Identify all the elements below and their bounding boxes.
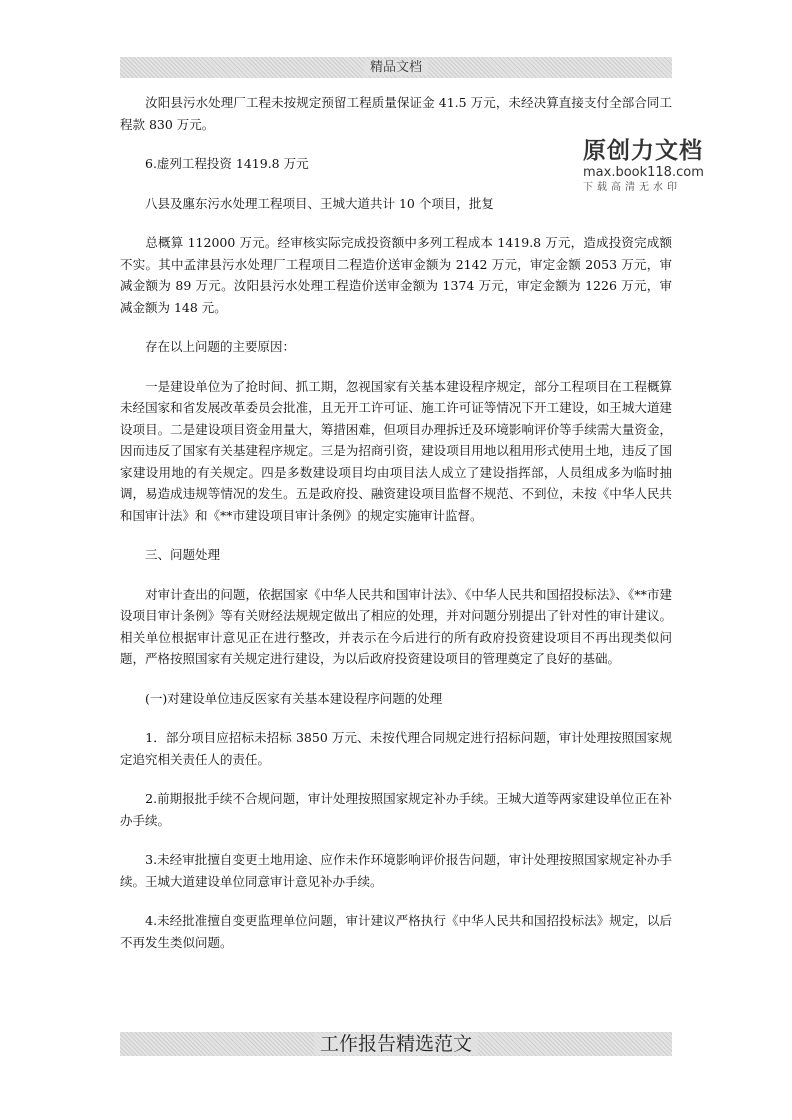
footer-banner [120, 1032, 672, 1056]
paragraph: 总概算 112000 万元。经审核实际完成投资额中多列工程成本 1419.8 万元，造成投资完成额不实。其中孟津县污水处理厂工程项目二程造价送审金额为 2142 万元，审定金额 2053 万元，审减金额为 89 万元。汝阳县污水处理工程造价送审金额为 1374 万元，审定金额为 1226 万元，审减金额为 148 元。 [120, 235, 672, 315]
document-body [120, 92, 672, 953]
paragraph: 汝阳县污水处理厂工程未按规定预留工程质量保证金 41.5 万元，未经决算直接支付全部合同工程款 830 万元。 [120, 95, 672, 132]
paragraph: 对审计查出的问题，依据国家《中华人民共和国审计法》、《中华人民共和国招投标法》、《**市建设项目审计条例》等有关财经法规规定做出了相应的处理，并对问题分别提出了针对性的审计建议。相关单位根据审计意见正在进行整改，并表示在今后进行的所有政府投资建设项目不再出现类似问题，严格按照国家有关规定进行建设，为以后政府投资建设项目的管理奠定了良好的基础。 [120, 586, 672, 666]
header-banner [120, 57, 672, 78]
paragraph: 八县及廛东污水处理工程项目、王城大道共计 10 个项目，批复 [120, 195, 494, 211]
paragraph: 存在以上问题的主要原因： [120, 339, 296, 354]
header-title: 精品文档 [364, 60, 428, 75]
list-item: 1．部分项目应招标未招标 3850 万元、未按代理合同规定进行招标问题，审计处理按照国家规定追究相关责任人的责任。 [120, 730, 672, 767]
footer-title: 工作报告精选范文 [314, 1033, 478, 1055]
list-item: 3.未经审批擅自变更土地用途、应作未作环境影响评价报告问题，审计处理按照国家规定补办手续。王城大道建设单位同意审计意见补办手续。 [120, 852, 672, 889]
subsection-heading: (一)对建设单位违反医家有关基本建设程序问题的处理 [120, 690, 443, 706]
list-item: 4.未经批准擅自变更监理单位问题，审计建议严格执行《中华人民共和国招投标法》规定，以后不再发生类似问题。 [120, 913, 672, 950]
watermark-title: 原创力文档 [583, 138, 703, 164]
section-heading: 三、问题处理 [120, 547, 221, 562]
watermark-url: max.book118.com [583, 165, 704, 180]
list-item: 2.前期报批手续不合规问题，审计处理按照国家规定补办手续。王城大道等两家建设单位正在补办手续。 [120, 791, 672, 828]
watermark-subtitle: 下载高清无水印 [583, 182, 681, 193]
section-heading: 6.虚列工程投资 1419.8 万元 [120, 156, 309, 171]
paragraph: 一是建设单位为了抢时间、抓工期，忽视国家有关基本建设程序规定，部分工程项目在工程概算未经国家和省发展改革委员会批准，且无开工许可证、施工许可证等情况下开工建设，如王城大道建设项目。二是建设项目资金用量大，筹措困难，但项目办理拆迁及环境影响评价等手续需大量资金，因而违反了国家有关基建程序规定。三是为招商引资，建设项目用地以租用形式使用土地，违反了国家建设用地的有关规定。四是多数建设项目均由项目法人成立了建设指挥部，人员组成多为临时抽调，易造成违规等情况的发生。五是政府投、融资建设项目监督不规范、不到位，未按《中华人民共和国审计法》和《**市建设项目审计条例》的规定实施审计监督。 [120, 378, 672, 523]
